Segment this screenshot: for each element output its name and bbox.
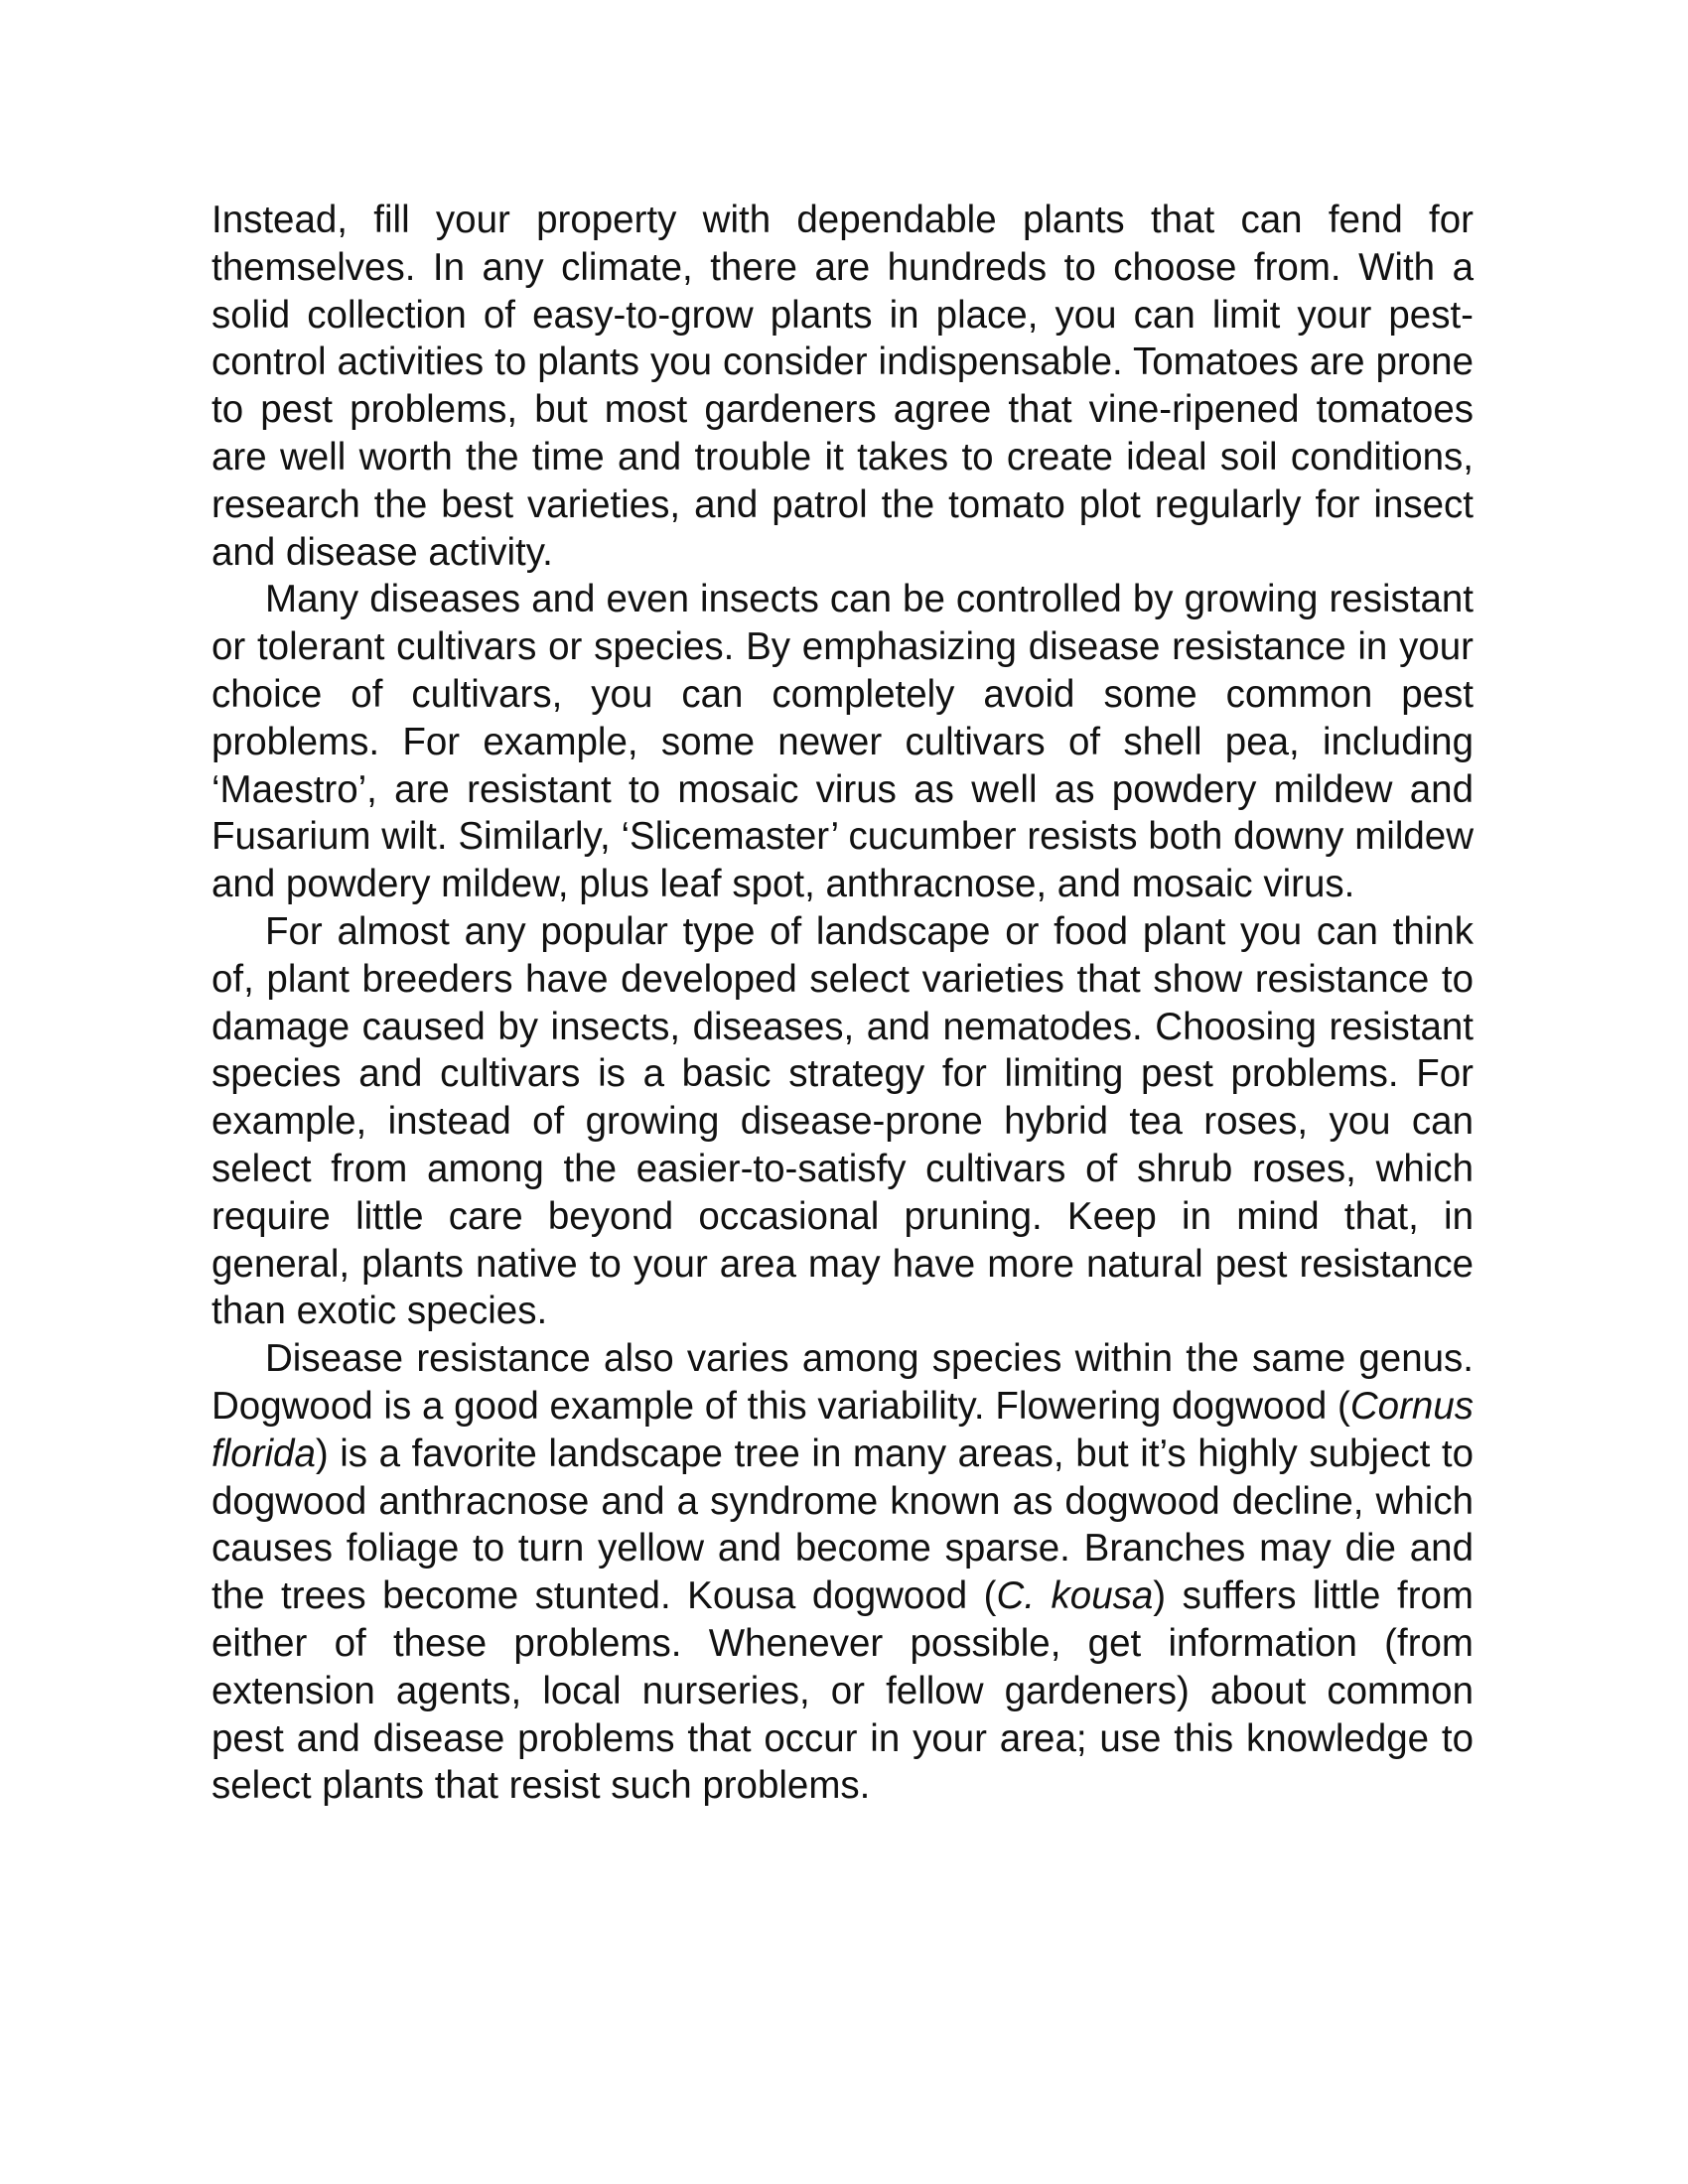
- paragraph-plant-breeders: [211, 908, 1474, 1335]
- species-name-cornus-florida: Cornus florida: [211, 1384, 1474, 1475]
- paragraph-dogwood: [211, 1335, 1474, 1810]
- paragraph-text: Instead, fill your property with dependable plants that can fend for themselves. In any climate, there are hundreds to choose from. With a solid collection of easy-to-grow plants in place, you can limit your pest-control activities to plants you consider indispensable. Tomatoes are prone to pest problems, but most gardeners agree that vine-ripened tomatoes are well worth the time and trouble it takes to create ideal soil conditions, research the best varieties, and patrol the tomato plot regularly for insect and disease activity.: [211, 199, 1474, 574]
- paragraph-tomatoes: [211, 197, 1474, 576]
- species-name-c-kousa: C. kousa: [996, 1574, 1154, 1618]
- paragraph-text: ) is a favorite landscape tree in many areas, but it’s highly subject to dogwood anthracnose and a syndrome known as dogwood decline, which causes foliage to turn yellow and become sparse. Branches may die and the trees become stunted. Kousa dogwood (: [211, 1432, 1474, 1618]
- paragraph-resistant-cultivars: [211, 576, 1474, 908]
- body-text: [211, 197, 1474, 1810]
- paragraph-text: For almost any popular type of landscape or food plant you can think of, plant breeders have developed select varieties that show resistance to damage caused by insects, diseases, and nematodes. Choosing resistant species and cultivars is a basic strategy for limiting pest problems. For example, instead of growing disease-prone hybrid tea roses, you can select from among the easier-to-satisfy cultivars of shrub roses, which require little care beyond occasional pruning. Keep in mind that, in general, plants native to your area may have more natural pest resistance than exotic species.: [211, 909, 1474, 1333]
- paragraph-text: Many diseases and even insects can be controlled by growing resistant or tolerant cultivars or species. By emphasizing disease resistance in your choice of cultivars, you can completely avoid some common pest problems. For example, some newer cultivars of shell pea, including ‘Maestro’, are resistant to mosaic virus as well as powdery mildew and Fusarium wilt. Similarly, ‘Slicemaster’ cucumber resists both downy mildew and powdery mildew, plus leaf spot, anthracnose, and mosaic virus.: [211, 578, 1474, 906]
- paragraph-text: Disease resistance also varies among species within the same genus. Dogwood is a good example of this variability. Flowering dogwood (: [211, 1337, 1474, 1428]
- paragraph-text: ) suffers little from either of these problems. Whenever possible, get information (from extension agents, local nurseries, or fellow gardeners) about common pest and disease problems that occur in your area; use this knowledge to select plants that resist such problems.: [211, 1574, 1474, 1808]
